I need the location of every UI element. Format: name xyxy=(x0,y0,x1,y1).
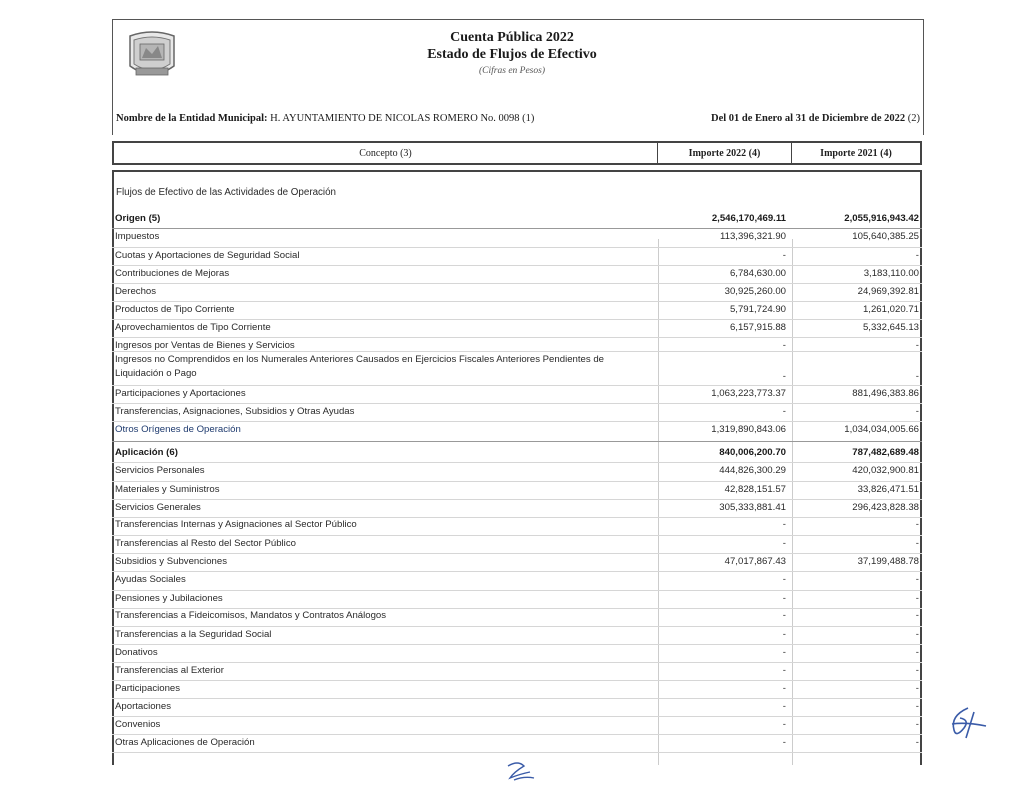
table-row xyxy=(112,304,922,320)
row-amount-2021: - xyxy=(915,683,919,694)
row-amount-2021: - xyxy=(915,719,919,730)
row-concept: Origen (5) xyxy=(115,213,161,224)
row-concept: Otras Aplicaciones de Operación xyxy=(115,737,255,748)
row-amount-2021: - xyxy=(915,574,919,585)
row-concept: Otros Orígenes de Operación xyxy=(115,424,241,435)
table-row xyxy=(112,268,922,284)
row-amount-2022: 113,396,321.90 xyxy=(720,231,786,242)
row-concept: Transferencias, Asignaciones, Subsidios y Otras Ayudas xyxy=(115,406,355,417)
row-amount-2021: 3,183,110.00 xyxy=(863,268,919,279)
row-concept: Derechos xyxy=(115,286,157,297)
table-row xyxy=(112,286,922,302)
table-row xyxy=(112,683,922,699)
signature-mark xyxy=(930,698,990,746)
row-concept: Participaciones y Aportaciones xyxy=(115,388,246,399)
table-row xyxy=(112,231,922,247)
row-concept: Convenios xyxy=(115,719,161,730)
row-amount-2021: 787,482,689.48 xyxy=(852,447,919,458)
row-amount-2021: 1,261,020.71 xyxy=(862,304,919,315)
row-concept: Ingresos no Comprendidos en los Numerales Anteriores Causados en Ejercicios Fiscales Anteriores Pendientes de xyxy=(115,354,605,365)
section-title: Flujos de Efectivo de las Actividades de Operación xyxy=(116,187,337,198)
table-row xyxy=(112,322,922,338)
row-amount-2021: - xyxy=(915,538,919,549)
row-concept: Transferencias al Resto del Sector Público xyxy=(115,538,296,549)
row-concept: Aprovechamientos de Tipo Corriente xyxy=(115,322,271,333)
row-amount-2021: 5,332,645.13 xyxy=(862,322,919,333)
row-amount-2021: 33,826,471.51 xyxy=(857,484,919,495)
table-row xyxy=(112,424,922,440)
row-amount-2022: 5,791,724.90 xyxy=(729,304,786,315)
row-concept: Aportaciones xyxy=(115,701,171,712)
row-amount-2022: - xyxy=(782,665,786,676)
row-amount-2022: - xyxy=(782,737,786,748)
row-amount-2022: - xyxy=(782,683,786,694)
row-amount-2021: 24,969,392.81 xyxy=(857,286,919,297)
entity-line xyxy=(116,113,534,124)
table-row xyxy=(112,519,922,535)
column-header-2021: Importe 2021 (4) xyxy=(820,147,892,159)
row-concept: Materiales y Suministros xyxy=(115,484,220,495)
row-amount-2022: 30,925,260.00 xyxy=(724,286,786,297)
table-header xyxy=(112,141,922,165)
row-amount-2021: 420,032,900.81 xyxy=(852,465,919,476)
row-amount-2022: 6,784,630.00 xyxy=(729,268,786,279)
table-row xyxy=(112,574,922,590)
row-amount-2022: - xyxy=(782,629,786,640)
row-amount-2022: 305,333,881.41 xyxy=(719,502,786,513)
row-concept: Servicios Generales xyxy=(115,502,201,513)
table-row xyxy=(112,406,922,422)
row-concept: Ingresos por Ventas de Bienes y Servicios xyxy=(115,340,295,351)
row-amount-2022: - xyxy=(782,406,786,417)
row-amount-2021: - xyxy=(915,340,919,351)
row-concept: Donativos xyxy=(115,647,158,658)
table-row xyxy=(112,665,922,681)
row-concept: Cuotas y Aportaciones de Seguridad Social xyxy=(115,250,300,261)
row-separator xyxy=(112,626,922,627)
row-amount-2022: - xyxy=(782,519,786,530)
section-heading-row xyxy=(112,447,922,463)
report-units: (Cifras en Pesos) xyxy=(479,66,545,76)
row-amount-2021: - xyxy=(915,593,919,604)
row-separator xyxy=(112,441,922,442)
row-concept-continued: Liquidación o Pago xyxy=(115,368,197,379)
row-amount-2021: 37,199,488.78 xyxy=(857,556,919,567)
row-separator xyxy=(112,590,922,591)
row-concept: Transferencias a Fideicomisos, Mandatos y Contratos Análogos xyxy=(115,610,387,621)
row-amount-2022: - xyxy=(782,610,786,621)
row-amount-2022: - xyxy=(782,574,786,585)
row-amount-2021: - xyxy=(915,406,919,417)
table-row xyxy=(112,388,922,404)
table-row xyxy=(112,647,922,663)
row-amount-2022: 6,157,915.88 xyxy=(729,322,786,333)
period-line xyxy=(620,113,920,124)
row-amount-2021: - xyxy=(915,610,919,621)
row-amount-2022: - xyxy=(782,371,786,382)
row-separator xyxy=(112,481,922,482)
row-amount-2022: 1,319,890,843.06 xyxy=(711,424,786,435)
section-heading-row xyxy=(112,213,922,229)
row-amount-2021: - xyxy=(915,737,919,748)
row-concept: Contribuciones de Mejoras xyxy=(115,268,230,279)
row-amount-2022: 840,006,200.70 xyxy=(719,447,786,458)
report-subtitle: Estado de Flujos de Efectivo xyxy=(427,47,597,62)
row-amount-2021: - xyxy=(915,701,919,712)
row-amount-2021: 1,034,034,005.66 xyxy=(844,424,919,435)
report-title: Cuenta Pública 2022 xyxy=(450,30,574,45)
row-amount-2022: 444,826,300.29 xyxy=(719,465,786,476)
period-label: Del 01 de Enero al 31 de Diciembre de 2022 xyxy=(710,113,906,124)
row-amount-2022: - xyxy=(782,538,786,549)
row-amount-2022: 2,546,170,469.11 xyxy=(711,213,786,224)
row-separator xyxy=(112,535,922,536)
row-amount-2021: - xyxy=(915,250,919,261)
table-row xyxy=(112,701,922,717)
row-amount-2021: - xyxy=(915,665,919,676)
row-amount-2022: - xyxy=(782,701,786,712)
row-concept: Transferencias a la Seguridad Social xyxy=(115,629,272,640)
row-amount-2022: - xyxy=(782,593,786,604)
column-header-concept: Concepto (3) xyxy=(114,143,658,163)
entity-label: Nombre de la Entidad Municipal: xyxy=(116,113,268,124)
column-header-2022: Importe 2022 (4) xyxy=(658,143,792,163)
period-ref: (2) xyxy=(907,113,920,124)
row-amount-2021: 105,640,385.25 xyxy=(852,231,919,242)
row-amount-2022: 1,063,223,773.37 xyxy=(711,388,786,399)
table-row xyxy=(112,719,922,735)
table-row xyxy=(112,538,922,554)
row-amount-2022: 42,828,151.57 xyxy=(724,484,786,495)
initials-mark xyxy=(500,758,540,784)
table-row xyxy=(112,354,922,386)
table-row xyxy=(112,465,922,481)
table-row xyxy=(112,484,922,500)
row-concept: Transferencias Internas y Asignaciones al Sector Público xyxy=(115,519,357,530)
row-amount-2021: - xyxy=(915,647,919,658)
row-amount-2022: - xyxy=(782,340,786,351)
row-amount-2021: 881,496,383.86 xyxy=(852,388,919,399)
row-amount-2021: 2,055,916,943.42 xyxy=(844,213,919,224)
table-row xyxy=(112,250,922,266)
table-row xyxy=(112,610,922,626)
row-amount-2022: 47,017,867.43 xyxy=(724,556,786,567)
row-concept: Impuestos xyxy=(115,231,160,242)
row-separator xyxy=(112,247,922,248)
row-concept: Productos de Tipo Corriente xyxy=(115,304,235,315)
row-amount-2021: - xyxy=(915,629,919,640)
entity-value: H. AYUNTAMIENTO DE NICOLAS ROMERO No. 0098 (1) xyxy=(270,113,535,124)
table-row xyxy=(112,737,922,753)
row-concept: Participaciones xyxy=(115,683,181,694)
table-row xyxy=(112,593,922,609)
row-amount-2022: - xyxy=(782,719,786,730)
row-concept: Pensiones y Jubilaciones xyxy=(115,593,223,604)
row-concept: Ayudas Sociales xyxy=(115,574,186,585)
row-amount-2021: 296,423,828.38 xyxy=(852,502,919,513)
row-amount-2022: - xyxy=(782,250,786,261)
table-row xyxy=(112,629,922,645)
row-amount-2021: - xyxy=(915,519,919,530)
row-amount-2022: - xyxy=(782,647,786,658)
row-amount-2021: - xyxy=(915,371,919,382)
table-row xyxy=(112,502,922,518)
row-concept: Aplicación (6) xyxy=(115,447,178,458)
table-row xyxy=(112,556,922,572)
row-concept: Subsidios y Subvenciones xyxy=(115,556,227,567)
row-concept: Servicios Personales xyxy=(115,465,205,476)
row-concept: Transferencias al Exterior xyxy=(115,665,224,676)
